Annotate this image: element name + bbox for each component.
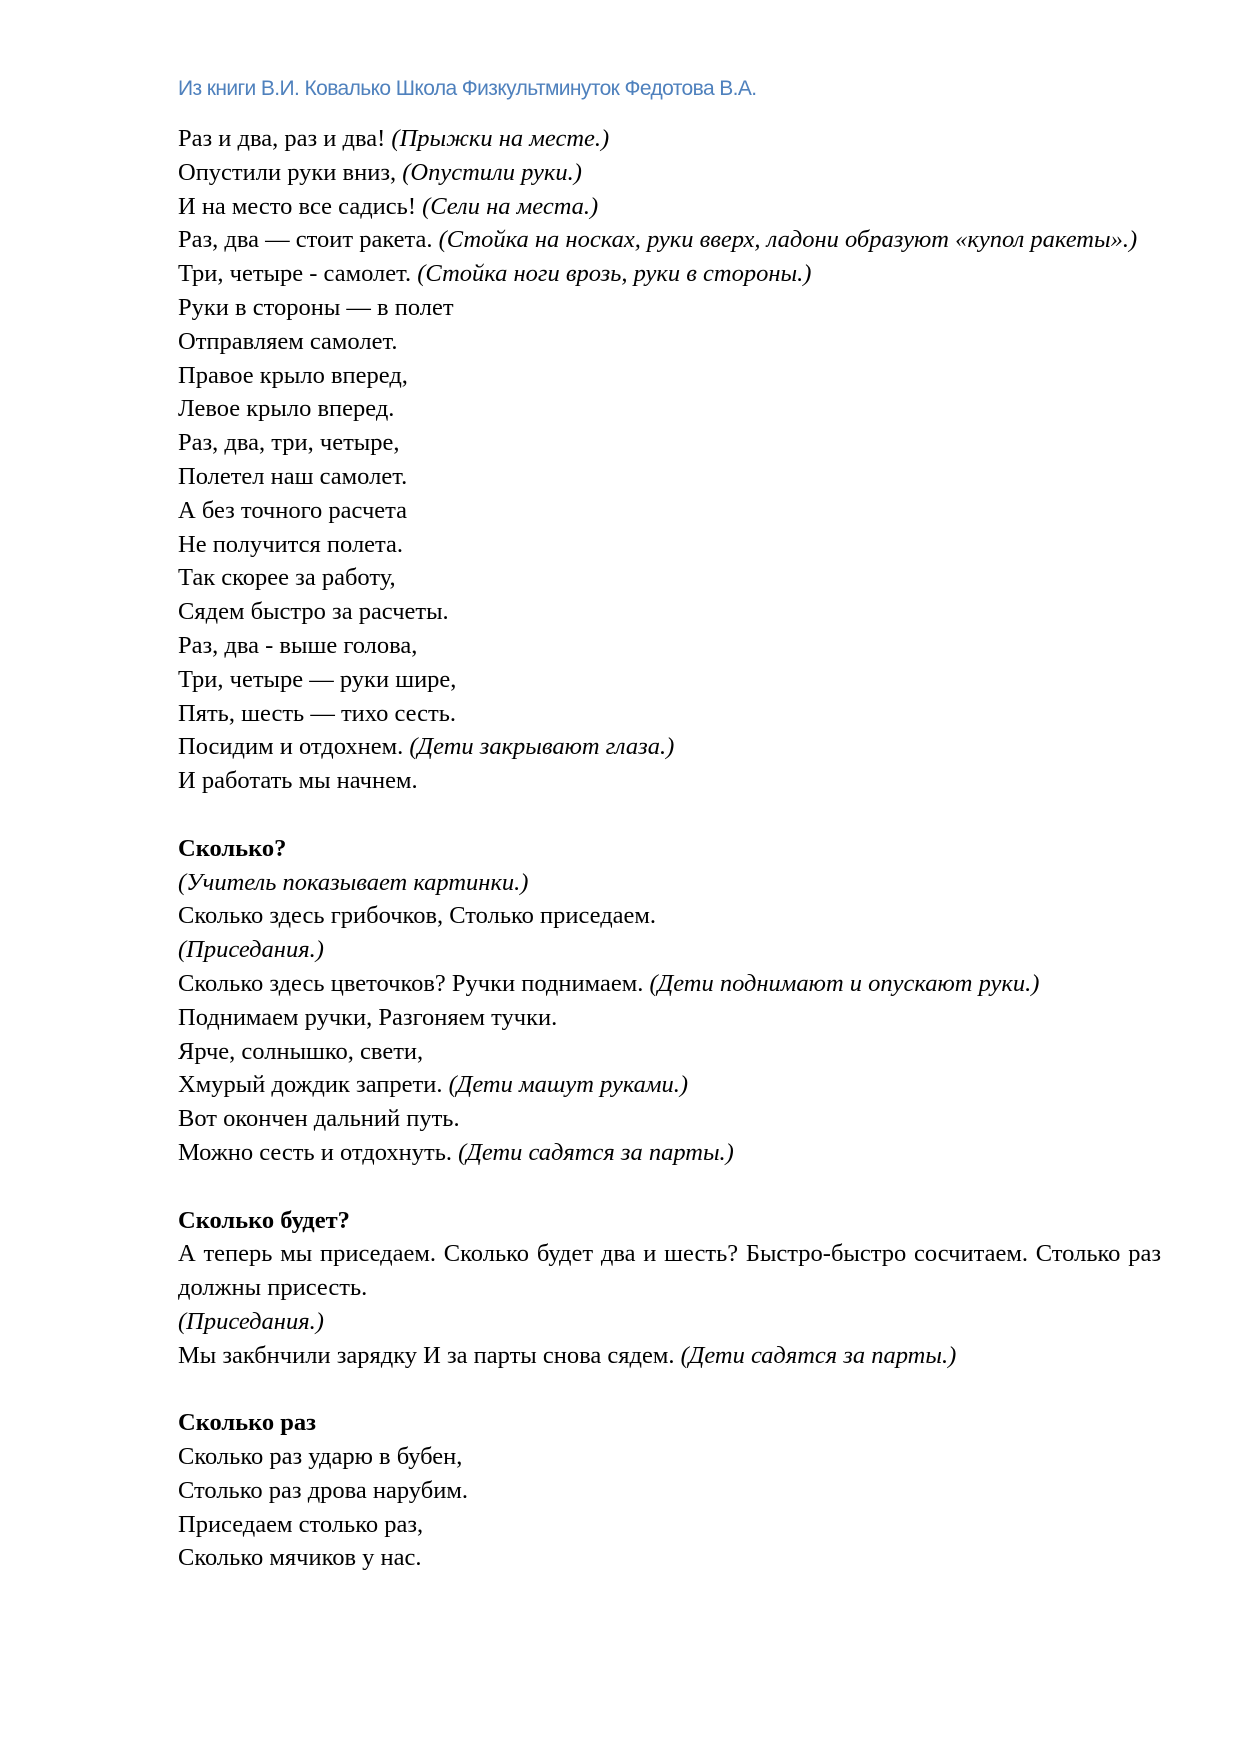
- verse-line: [178, 1541, 1161, 1575]
- verse-line: [178, 933, 1161, 967]
- stage-direction: (Приседания.): [178, 936, 324, 964]
- verse-line: [178, 156, 1161, 190]
- stage-direction: (Прыжки на месте.): [391, 125, 610, 152]
- section-title: Сколько будет?: [178, 1206, 350, 1234]
- verse-line: [178, 1068, 1161, 1102]
- line-text: Левое крыло вперед.: [178, 395, 395, 423]
- line-text: Можно сесть и отдохнуть.: [178, 1138, 459, 1166]
- line-text: Так скорее за работу,: [178, 564, 396, 592]
- verse-line: [178, 1440, 1161, 1474]
- line-text: А теперь мы приседаем. Сколько будет два и шесть? Быстро-быстро сосчитаем. Столько раз должны присесть.: [178, 1240, 1161, 1302]
- verse-line: [178, 1305, 1161, 1339]
- verse-line: [178, 291, 1161, 325]
- line-text: Руки в стороны — в полет: [178, 293, 454, 321]
- verse-line: [178, 460, 1161, 494]
- stage-direction: (Стойка на носках, руки вверх, ладони образуют «купол ракеты».): [438, 226, 1138, 254]
- stage-direction: (Дети закрывают глаза.): [409, 733, 675, 761]
- verse-line: [178, 1339, 1161, 1373]
- blank-line: [178, 798, 1161, 832]
- section: [178, 798, 1161, 1170]
- stage-direction: (Дети поднимают и опускают руки.): [649, 969, 1040, 997]
- line-text: Посидим и отдохнем.: [178, 733, 410, 761]
- line-text: Полетел наш самолет.: [178, 462, 408, 490]
- verse-line: [178, 764, 1161, 798]
- verse-line: [178, 899, 1161, 933]
- line-text: А без точного расчета: [178, 496, 408, 524]
- line-text: Отправляем самолет.: [178, 327, 398, 355]
- line-text: Хмурый дождик запрети.: [178, 1071, 449, 1099]
- verse-line: [178, 1001, 1161, 1035]
- verse-line: [178, 1035, 1161, 1069]
- line-text: Сколько мячиков у нас.: [178, 1544, 422, 1572]
- line-text: Ярче, солнышко, свети,: [178, 1037, 424, 1065]
- line-text: Не получится полета.: [178, 530, 404, 558]
- page-header: Из книги В.И. Ковалько Школа Физкультминуток Федотова В.А.: [178, 77, 757, 100]
- verse-line: [178, 1136, 1161, 1170]
- line-text: Сколько здесь цветочков? Ручки поднимаем.: [178, 969, 650, 997]
- verse-line: [178, 1102, 1161, 1136]
- verse-line: [178, 663, 1161, 697]
- verse-line: [178, 257, 1161, 291]
- section: [178, 1170, 1161, 1373]
- stage-direction: (Опустили руки.): [402, 158, 582, 186]
- verse-line: [178, 426, 1161, 460]
- section: [178, 1372, 1161, 1575]
- line-text: Сколько здесь грибочков, Столько приседаем.: [178, 902, 657, 930]
- line-text: Раз, два — стоит ракета.: [178, 226, 439, 254]
- line-text: Вот окончен дальний путь.: [178, 1105, 460, 1133]
- verse-line: [178, 528, 1161, 562]
- verse-line: [178, 122, 1161, 156]
- line-text: Три, четыре — руки шире,: [178, 665, 457, 693]
- stage-direction: (Дети садятся за парты.): [680, 1341, 957, 1369]
- verse-line: [178, 967, 1161, 1001]
- section-title: Сколько?: [178, 834, 287, 862]
- line-text: Опустили руки вниз,: [178, 158, 403, 186]
- verse-line: [178, 1237, 1161, 1305]
- line-text: Три, четыре - самолет.: [178, 260, 418, 288]
- stage-direction: (Дети машут руками.): [448, 1071, 689, 1099]
- line-text: Мы закбнчили зарядку И за парты снова сядем.: [178, 1341, 681, 1369]
- verse-line: [178, 1508, 1161, 1542]
- verse-line: [178, 697, 1161, 731]
- line-text: Приседаем столько раз,: [178, 1510, 424, 1538]
- line-text: Сядем быстро за расчеты.: [178, 598, 449, 626]
- stage-direction: (Стойка ноги врозь, руки в стороны.): [417, 260, 812, 288]
- verse-line: [178, 730, 1161, 764]
- section-title: Сколько раз: [178, 1409, 317, 1437]
- stage-direction: (Дети садятся за парты.): [458, 1138, 734, 1166]
- line-text: Раз, два, три, четыре,: [178, 429, 400, 457]
- verse-line: [178, 494, 1161, 528]
- verse-line: [178, 561, 1161, 595]
- verse-line: [178, 595, 1161, 629]
- document-body: [178, 122, 1161, 1575]
- verse-line: [178, 1474, 1161, 1508]
- line-text: Столько раз дрова нарубим.: [178, 1476, 468, 1504]
- line-text: И работать мы начнем.: [178, 767, 418, 795]
- document-page: [178, 72, 1161, 1575]
- line-text: Правое крыло вперед,: [178, 361, 408, 389]
- stage-direction: (Приседания.): [178, 1307, 324, 1335]
- line-text: Сколько раз ударю в бубен,: [178, 1443, 463, 1471]
- verse-line: [178, 629, 1161, 663]
- stage-direction: (Учитель показывает картинки.): [178, 868, 529, 896]
- verse-line: [178, 223, 1161, 257]
- verse-line: [178, 392, 1161, 426]
- verse-line: [178, 866, 1161, 900]
- line-text: Раз, два - выше голова,: [178, 631, 418, 659]
- blank-line: [178, 1372, 1161, 1406]
- blank-line: [178, 1170, 1161, 1204]
- line-text: Пять, шесть — тихо сесть.: [178, 699, 456, 727]
- line-text: Поднимаем ручки, Разгоняем тучки.: [178, 1003, 558, 1031]
- section: [178, 122, 1161, 798]
- verse-line: [178, 325, 1161, 359]
- line-text: Раз и два, раз и два!: [178, 125, 392, 152]
- line-text: И на место все садись!: [178, 192, 423, 220]
- verse-line: [178, 359, 1161, 393]
- verse-line: [178, 190, 1161, 224]
- stage-direction: (Сели на места.): [422, 192, 599, 220]
